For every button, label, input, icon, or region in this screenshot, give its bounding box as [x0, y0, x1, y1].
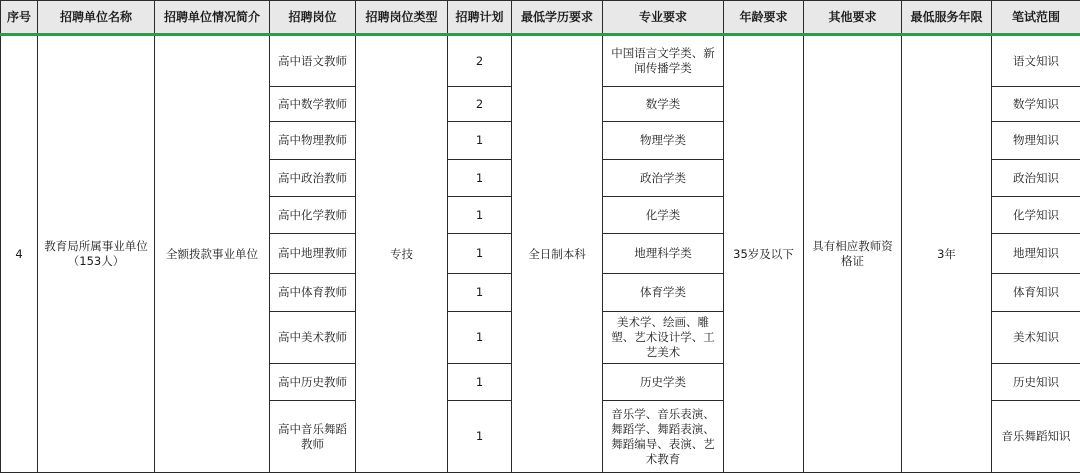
header-cell-no: 序号 — [1, 1, 38, 35]
header-cell-post-type: 招聘岗位类型 — [356, 1, 448, 35]
cell-major: 地理科学类 — [603, 234, 724, 274]
cell-exam: 语文知识 — [992, 35, 1080, 87]
cell-post: 高中语文教师 — [270, 35, 356, 87]
cell-major: 物理学类 — [603, 122, 724, 160]
cell-major: 中国语言文学类、新闻传播学类 — [603, 35, 724, 87]
cell-plan: 2 — [448, 87, 512, 122]
header-cell-unit-name: 招聘单位名称 — [38, 1, 155, 35]
cell-plan: 1 — [448, 197, 512, 234]
table-row — [1, 35, 1080, 87]
header-cell-other: 其他要求 — [804, 1, 902, 35]
header-cell-major: 专业要求 — [603, 1, 724, 35]
cell-exam: 美术知识 — [992, 312, 1080, 364]
cell-exam: 物理知识 — [992, 122, 1080, 160]
cell-exam: 体育知识 — [992, 274, 1080, 312]
cell-exam: 政治知识 — [992, 160, 1080, 197]
cell-plan: 1 — [448, 160, 512, 197]
cell-major: 历史学类 — [603, 364, 724, 401]
cell-unit-name — [38, 35, 155, 473]
cell-major: 体育学类 — [603, 274, 724, 312]
cell-post: 高中美术教师 — [270, 312, 356, 364]
cell-plan: 1 — [448, 401, 512, 473]
cell-post: 高中政治教师 — [270, 160, 356, 197]
cell-major: 政治学类 — [603, 160, 724, 197]
cell-plan: 1 — [448, 312, 512, 364]
cell-post: 高中数学教师 — [270, 87, 356, 122]
cell-exam: 历史知识 — [992, 364, 1080, 401]
cell-major: 化学类 — [603, 197, 724, 234]
cell-exam: 地理知识 — [992, 234, 1080, 274]
cell-major: 音乐学、音乐表演、舞蹈学、舞蹈表演、舞蹈编导、表演、艺术教育 — [603, 401, 724, 473]
cell-major: 数学类 — [603, 87, 724, 122]
unit-name-text: 教育局所属事业单位（153人） — [44, 239, 148, 268]
cell-post: 高中体育教师 — [270, 274, 356, 312]
header-cell-exam: 笔试范围 — [992, 1, 1080, 35]
cell-plan: 1 — [448, 122, 512, 160]
cell-post: 高中历史教师 — [270, 364, 356, 401]
cell-age: 35岁及以下 — [724, 35, 804, 473]
cell-post: 高中物理教师 — [270, 122, 356, 160]
header-cell-service-years: 最低服务年限 — [902, 1, 992, 35]
cell-post: 高中化学教师 — [270, 197, 356, 234]
cell-post: 高中音乐舞蹈教师 — [270, 401, 356, 473]
cell-no: 4 — [1, 35, 38, 473]
cell-exam: 数学知识 — [992, 87, 1080, 122]
cell-other: 具有相应教师资格证 — [804, 35, 902, 473]
cell-plan: 1 — [448, 234, 512, 274]
cell-exam: 化学知识 — [992, 197, 1080, 234]
cell-exam: 音乐舞蹈知识 — [992, 401, 1080, 473]
header-row — [1, 1, 1080, 35]
cell-plan: 2 — [448, 35, 512, 87]
header-cell-education: 最低学历要求 — [512, 1, 603, 35]
cell-education: 全日制本科 — [512, 35, 603, 473]
header-cell-age: 年龄要求 — [724, 1, 804, 35]
cell-service-years: 3年 — [902, 35, 992, 473]
header-cell-unit-intro: 招聘单位情况简介 — [155, 1, 270, 35]
cell-unit-intro: 全额拨款事业单位 — [155, 35, 270, 473]
cell-plan: 1 — [448, 364, 512, 401]
cell-post-type: 专技 — [356, 35, 448, 473]
cell-major: 美术学、绘画、雕塑、艺术设计学、工艺美术 — [603, 312, 724, 364]
header-cell-plan: 招聘计划 — [448, 1, 512, 35]
cell-plan: 1 — [448, 274, 512, 312]
header-cell-post: 招聘岗位 — [270, 1, 356, 35]
cell-post: 高中地理教师 — [270, 234, 356, 274]
